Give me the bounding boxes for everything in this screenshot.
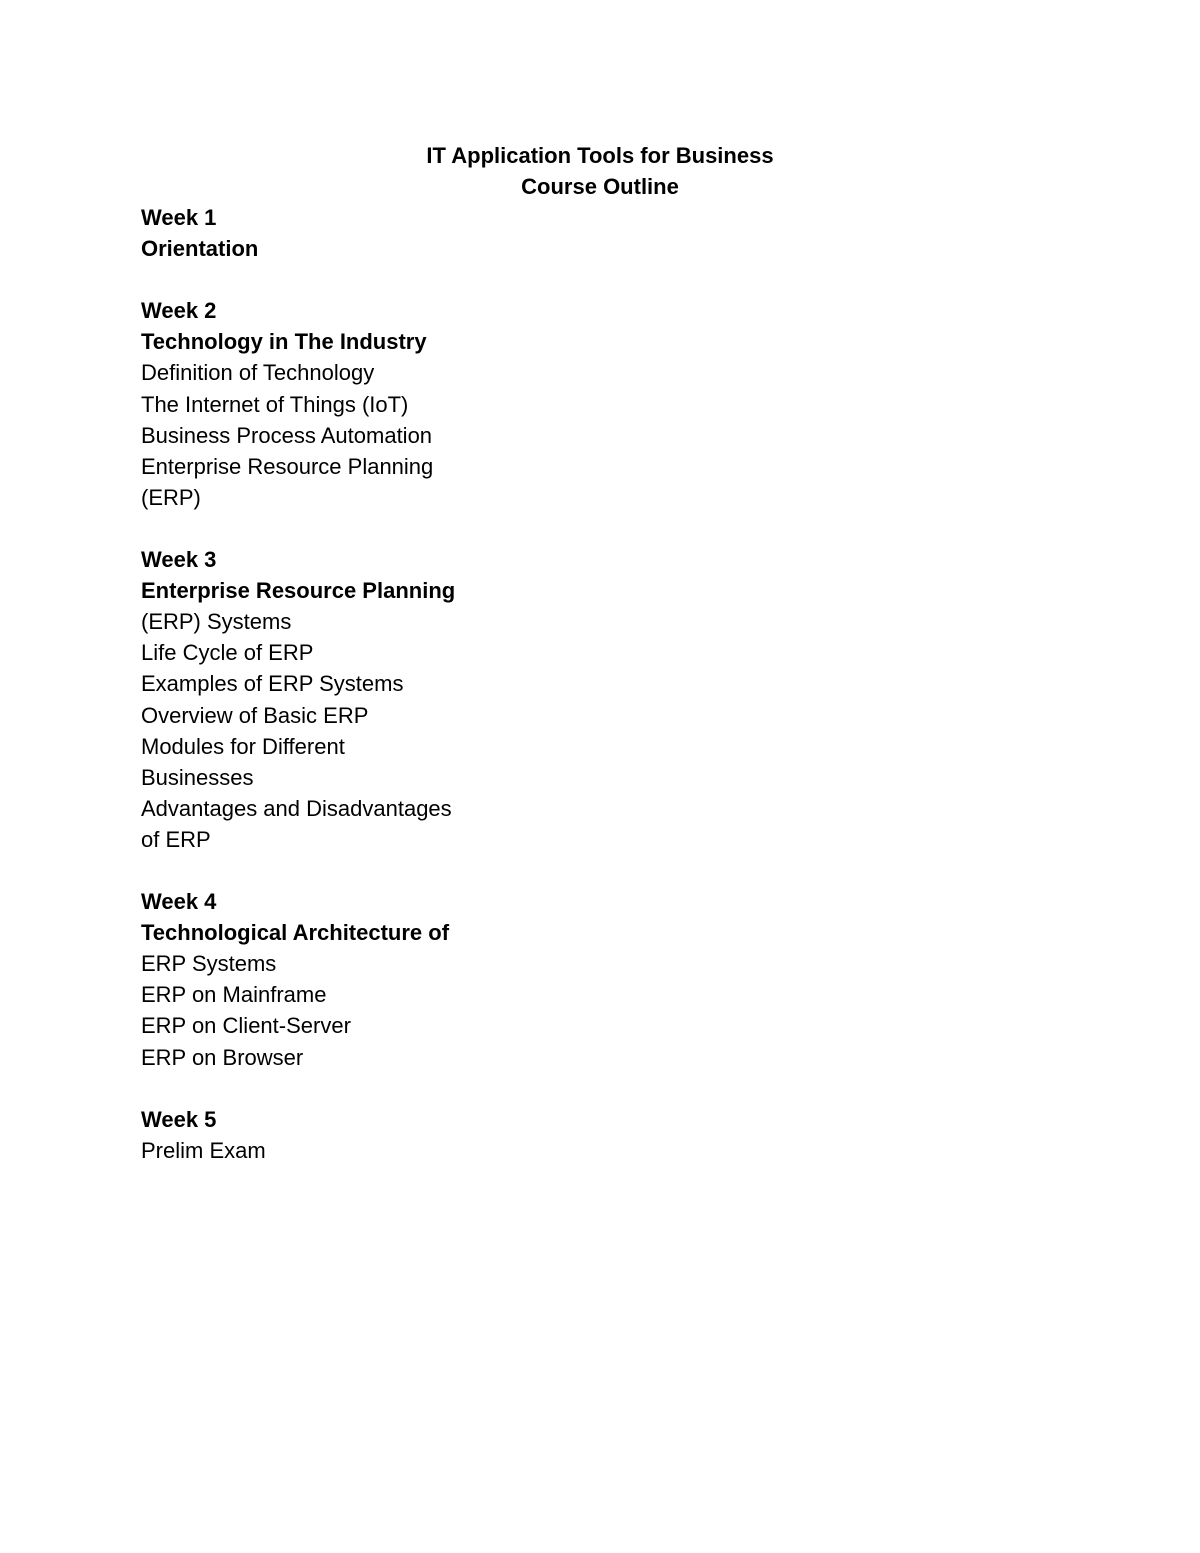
topic-line: Prelim Exam: [141, 1137, 266, 1163]
topic-line: Definition of Technology: [141, 360, 375, 386]
topic-line: ERP Systems: [141, 951, 277, 977]
document-subtitle: Course Outline: [521, 174, 679, 199]
topic-line: Modules for Different: [141, 733, 345, 759]
week-label: Week 5: [141, 1106, 217, 1132]
week-label: Week 4: [141, 889, 217, 915]
week-section-5: [141, 1104, 541, 1166]
topic-line: ERP on Client-Server: [141, 1013, 351, 1039]
topic-line: Business Process Automation: [141, 422, 433, 448]
topic-line: Examples of ERP Systems: [141, 671, 404, 697]
week-section-4: [141, 886, 541, 1073]
week-heading: Technological Architecture of: [141, 920, 450, 946]
week-section-3: [141, 544, 541, 855]
week-heading: Orientation: [141, 236, 259, 262]
topic-line: (ERP): [141, 484, 201, 510]
week-heading: Enterprise Resource Planning: [141, 578, 456, 604]
topic-line: (ERP) Systems: [141, 609, 292, 635]
topic-line: of ERP: [141, 826, 211, 852]
week-label: Week 3: [141, 547, 217, 573]
document-title: IT Application Tools for Business: [426, 143, 774, 168]
topic-line: Advantages and Disadvantages: [141, 795, 452, 821]
topic-line: Enterprise Resource Planning: [141, 453, 434, 479]
week-label: Week 2: [141, 298, 217, 324]
topic-line: Businesses: [141, 764, 254, 790]
week-section-1: [141, 202, 541, 264]
week-label: Week 1: [141, 205, 217, 230]
topic-line: ERP on Mainframe: [141, 982, 327, 1008]
topic-line: ERP on Browser: [141, 1044, 304, 1070]
week-heading: Technology in The Industry: [141, 329, 427, 355]
week-section-2: [141, 295, 541, 513]
topic-line: Life Cycle of ERP: [141, 640, 314, 666]
course-outline: [141, 202, 541, 1197]
topic-line: Overview of Basic ERP: [141, 702, 369, 728]
document-header: [0, 140, 1200, 202]
topic-line: The Internet of Things (IoT): [141, 391, 409, 417]
